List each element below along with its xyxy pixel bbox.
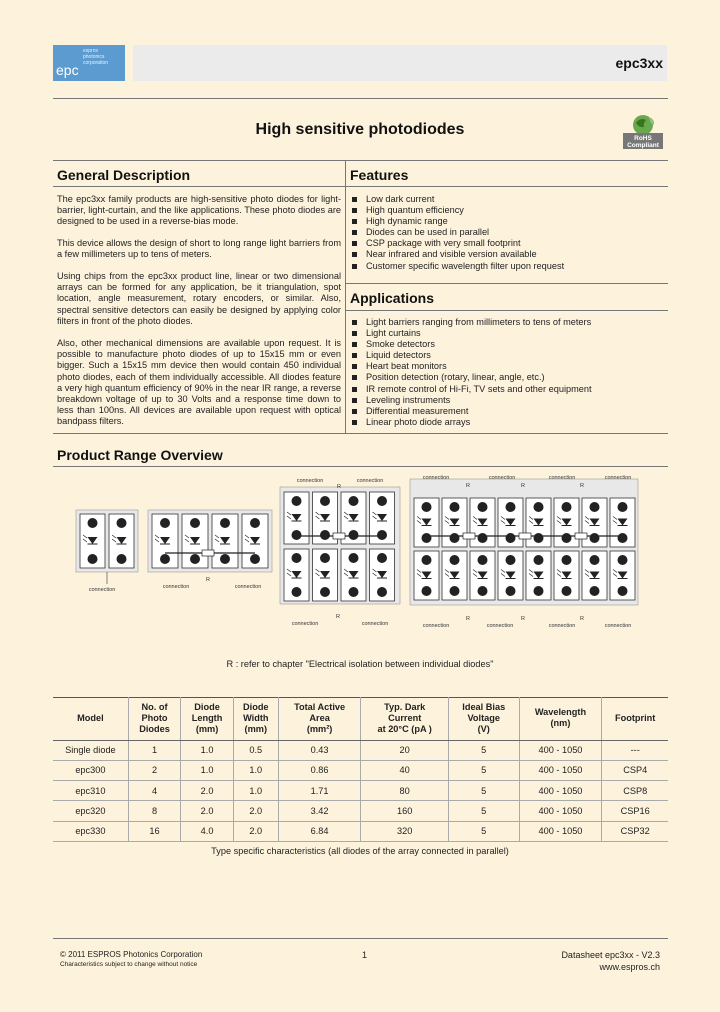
diagram-label: connection (296, 478, 324, 484)
list-item: Light barriers ranging from millimeters to tens of meters (350, 317, 592, 328)
list-item: Leveling instruments (350, 395, 592, 406)
general-paragraph-3: Using chips from the epc3xx product line, linear or two dimensional arrays can be formed for any application, be it triangulation, spot location, angle measurement, rotary encoders, or similar. Also, spectral sensitive detectors can easily be designed by applying color filters in front of the photo diodes. (57, 271, 341, 326)
logo-text: epc (56, 62, 79, 78)
pad-dot (320, 553, 330, 563)
resistor-symbol (202, 550, 214, 556)
footer-divider (53, 938, 668, 939)
table-cell: 0.5 (233, 740, 278, 760)
top-divider (53, 98, 668, 99)
table-cell: 400 - 1050 (519, 740, 602, 760)
table-cell: 4 (128, 781, 181, 801)
list-item: Diodes can be used in parallel (350, 227, 564, 238)
pad-dot (292, 553, 302, 563)
pad-dot (450, 502, 460, 512)
table-cell: 2.0 (233, 801, 278, 821)
pad-dot (422, 555, 432, 565)
table-cell: 16 (128, 821, 181, 841)
table-header-row (53, 697, 668, 740)
list-item: Light curtains (350, 328, 592, 339)
pad-dot (190, 518, 200, 528)
table-cell: CSP4 (602, 760, 668, 780)
table-cell: 40 (361, 760, 449, 780)
table-header-cell: Total Active Area (mm²) (278, 697, 361, 740)
table-header-cell: No. of Photo Diodes (128, 697, 181, 740)
diagram-label: connection (548, 623, 576, 629)
pad-dot (506, 586, 516, 596)
pad-dot (590, 502, 600, 512)
pad-dot (562, 586, 572, 596)
pad-dot (377, 496, 387, 506)
diagram-label: connection (422, 475, 450, 481)
general-paragraph-1: The epc3xx family products are high-sensitive photo diodes for light-barrier, light-curtain, and the like applications. These photo diodes are designed to be used in a reverse-bias mode. (57, 194, 341, 227)
page-title: High sensitive photodiodes (255, 121, 465, 138)
table-cell: 2.0 (233, 821, 278, 841)
diagram-label: R (521, 483, 525, 489)
table-cell: 0.86 (278, 760, 361, 780)
change-notice: Characteristics subject to change without notice (60, 961, 198, 968)
table-row (53, 740, 668, 760)
table-body (53, 740, 668, 841)
diagram-label: connection (88, 587, 116, 593)
table-cell: 400 - 1050 (519, 781, 602, 801)
table-cell: 2.0 (181, 801, 234, 821)
pad-dot (478, 555, 488, 565)
table-row (53, 781, 668, 801)
table-header-cell: Typ. Dark Current at 20°C (pA ) (361, 697, 449, 740)
table-cell: 80 (361, 781, 449, 801)
table-cell: epc330 (53, 821, 128, 841)
table-cell: epc310 (53, 781, 128, 801)
diagram-label: R (580, 483, 584, 489)
table-header-cell: Footprint (602, 697, 668, 740)
pad-dot (320, 587, 330, 597)
pad-dot (618, 586, 628, 596)
column-divider (345, 160, 346, 433)
diagram-label: connection (361, 621, 389, 627)
table-cell: 3.42 (278, 801, 361, 821)
list-item: CSP package with very small footprint (350, 238, 564, 249)
table-cell: CSP16 (602, 801, 668, 821)
pad-dot (422, 586, 432, 596)
list-item: Position detection (rotary, linear, angle, etc.) (350, 372, 592, 383)
pad-dot (422, 533, 432, 543)
pad-dot (292, 530, 302, 540)
datasheet-version: Datasheet epc3xx - V2.3 (561, 950, 660, 960)
part-number: epc3xx (615, 55, 663, 71)
features-heading: Features (350, 167, 409, 183)
pad-dot (320, 530, 330, 540)
table-cell: 6.84 (278, 821, 361, 841)
pad-dot (450, 586, 460, 596)
page-number: 1 (362, 950, 368, 960)
table-cell: CSP8 (602, 781, 668, 801)
r-note: R : refer to chapter "Electrical isolation between individual diodes" (226, 659, 494, 669)
table-cell: --- (602, 740, 668, 760)
pad-dot (590, 555, 600, 565)
table-row (53, 760, 668, 780)
table-cell: 320 (361, 821, 449, 841)
section-divider (53, 433, 668, 434)
general-paragraph-4: Also, other mechanical dimensions are available upon request. It is possible to manufacture photo diodes of up to 15x15 mm or even bigger. Such a 15x15 mm device then would contain 450 individual photo diodes, each of them individually accessible. All diodes feature a very high quantum efficiency of 90% in the near IR range, a reverse breakdown voltage of up to 30 Volts and a response time down to less than 100ns. All devices are available upon request with optical bandpass filters. (57, 338, 341, 427)
pad-dot (562, 533, 572, 543)
section-divider (53, 160, 668, 161)
table-cell: Single diode (53, 740, 128, 760)
table-cell: 1.0 (233, 781, 278, 801)
general-paragraph-2: This device allows the design of short to long range light barriers from a few millimeters up to tens of meters. (57, 238, 341, 260)
table-header-cell: Model (53, 697, 128, 740)
pad-dot (618, 502, 628, 512)
pad-dot (478, 533, 488, 543)
table-cell: 8 (128, 801, 181, 821)
list-item: Low dark current (350, 194, 564, 205)
espros-logo (53, 45, 125, 81)
rohs-text: RoHS (634, 135, 652, 142)
diagram-label: connection (162, 584, 190, 590)
resistor-symbol (519, 533, 531, 539)
list-item: Linear photo diode arrays (350, 417, 592, 428)
table-caption: Type specific characteristics (all diodes of the array connected in parallel) (211, 846, 509, 856)
pad-dot (250, 518, 260, 528)
resistor-symbol (575, 533, 587, 539)
pad-dot (117, 554, 127, 564)
pad-dot (377, 530, 387, 540)
pad-dot (377, 553, 387, 563)
pad-dot (478, 586, 488, 596)
rohs-badge (623, 111, 663, 149)
pad-dot (292, 587, 302, 597)
table-cell: 400 - 1050 (519, 821, 602, 841)
table-cell: 160 (361, 801, 449, 821)
pad-dot (117, 518, 127, 528)
list-item: Customer specific wavelength filter upon request (350, 261, 564, 272)
pad-dot (534, 586, 544, 596)
table-cell: 400 - 1050 (519, 760, 602, 780)
table-header-cell: Ideal Bias Voltage (V) (448, 697, 519, 740)
table-cell: 1.0 (181, 740, 234, 760)
diagram-label: R (336, 614, 340, 620)
diagram-label: R (466, 483, 470, 489)
pad-dot (220, 554, 230, 564)
pad-dot (349, 587, 359, 597)
table-cell: 2.0 (181, 781, 234, 801)
footer-left (60, 950, 202, 970)
table-cell: 5 (448, 821, 519, 841)
pad-dot (292, 496, 302, 506)
diagram-label: R (337, 484, 341, 490)
pad-dot (478, 502, 488, 512)
pad-dot (506, 533, 516, 543)
list-item: IR remote control of Hi-Fi, TV sets and other equipment (350, 384, 592, 395)
table-cell: 1.0 (233, 760, 278, 780)
diagram-label: connection (291, 621, 319, 627)
footer-right (561, 950, 660, 973)
table-header-cell: Wavelength (nm) (519, 697, 602, 740)
pad-dot (250, 554, 260, 564)
pad-dot (160, 518, 170, 528)
list-item: High quantum efficiency (350, 205, 564, 216)
table-cell: CSP32 (602, 821, 668, 841)
pad-dot (450, 533, 460, 543)
table-cell: 20 (361, 740, 449, 760)
table-cell: 5 (448, 801, 519, 821)
applications-heading: Applications (350, 290, 435, 306)
list-item: Smoke detectors (350, 339, 592, 350)
pad-dot (377, 587, 387, 597)
table-row (53, 821, 668, 841)
pad-dot (562, 555, 572, 565)
table-cell: 2 (128, 760, 181, 780)
diagram-label: R (206, 577, 210, 583)
list-item: Differential measurement (350, 406, 592, 417)
pad-dot (618, 533, 628, 543)
diagram-label: R (521, 616, 525, 622)
features-list (350, 194, 564, 272)
pad-dot (160, 554, 170, 564)
product-range-diagram (70, 470, 640, 635)
table-cell: 400 - 1050 (519, 801, 602, 821)
table-header-cell: Diode Width (mm) (233, 697, 278, 740)
diagram-label: connection (604, 475, 632, 481)
copyright: © 2011 ESPROS Photonics Corporation (60, 950, 203, 959)
list-item: High dynamic range (350, 216, 564, 227)
pad-dot (320, 496, 330, 506)
diagram-label: connection (604, 623, 632, 629)
table-cell: 4.0 (181, 821, 234, 841)
pad-dot (506, 555, 516, 565)
pad-dot (220, 518, 230, 528)
diagram-label: connection (356, 478, 384, 484)
diagram-label: connection (486, 623, 514, 629)
pad-dot (190, 554, 200, 564)
list-item: Heart beat monitors (350, 361, 592, 372)
list-item: Liquid detectors (350, 350, 592, 361)
website-link[interactable]: www.espros.ch (599, 961, 660, 972)
table-cell: epc320 (53, 801, 128, 821)
list-item: Near infrared and visible version available (350, 249, 564, 260)
table-cell: 5 (448, 760, 519, 780)
spec-table (53, 697, 668, 842)
pad-dot (534, 555, 544, 565)
table-row (53, 801, 668, 821)
diagram-label: connection (234, 584, 262, 590)
table-cell: 1.0 (181, 760, 234, 780)
resistor-symbol (463, 533, 475, 539)
pad-dot (562, 502, 572, 512)
table-cell: 5 (448, 781, 519, 801)
table-header-cell: Diode Length (mm) (181, 697, 234, 740)
table-cell: 0.43 (278, 740, 361, 760)
logo-subtext: espros photonics corporation (83, 48, 109, 66)
table-cell: epc300 (53, 760, 128, 780)
pad-dot (349, 496, 359, 506)
pad-dot (422, 502, 432, 512)
resistor-symbol (333, 533, 345, 539)
pad-dot (506, 502, 516, 512)
pad-dot (534, 533, 544, 543)
pad-dot (534, 502, 544, 512)
product-range-heading: Product Range Overview (57, 447, 223, 463)
table-cell: 5 (448, 740, 519, 760)
diagram-label: R (466, 616, 470, 622)
pad-dot (590, 533, 600, 543)
pad-dot (590, 586, 600, 596)
table-cell: 1 (128, 740, 181, 760)
diagram-label: R (580, 616, 584, 622)
diagram-label: connection (422, 623, 450, 629)
pad-dot (450, 555, 460, 565)
pad-dot (349, 530, 359, 540)
applications-list (350, 317, 592, 428)
pad-dot (88, 554, 98, 564)
general-description-heading: General Description (57, 167, 191, 183)
diagram-label: connection (548, 475, 576, 481)
diagram-label: connection (488, 475, 516, 481)
pad-dot (618, 555, 628, 565)
rohs-subtext: Compliant (627, 142, 659, 149)
pad-dot (88, 518, 98, 528)
pad-dot (349, 553, 359, 563)
table-cell: 1.71 (278, 781, 361, 801)
header-bar (133, 45, 667, 81)
